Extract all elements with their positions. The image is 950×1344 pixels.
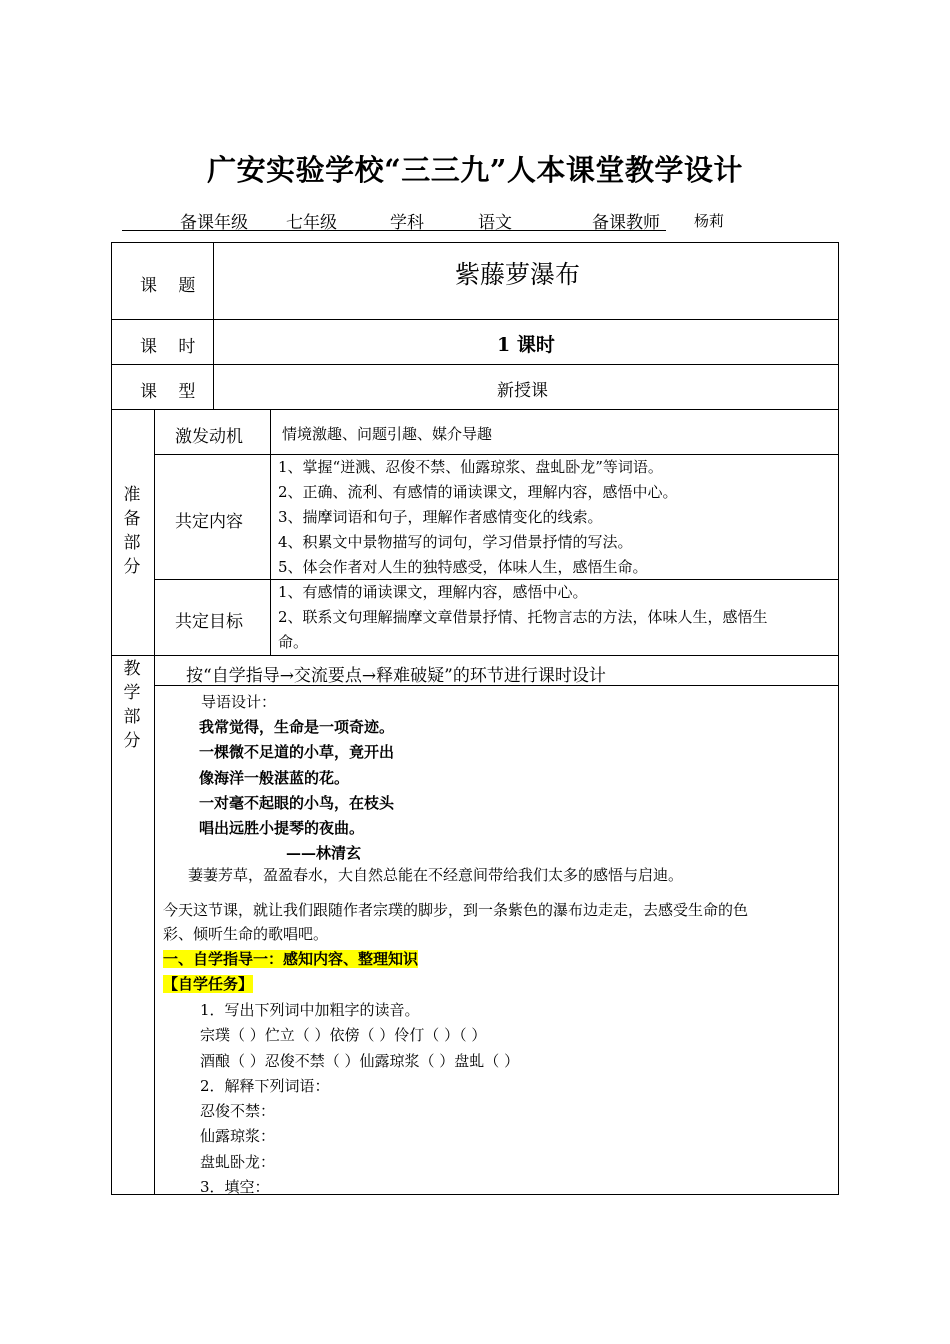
col-divider	[270, 409, 271, 655]
task-heading-text: 【自学任务】	[163, 975, 254, 993]
prep-section-label	[122, 483, 142, 579]
intro-title: 导语设计：	[201, 693, 277, 711]
period-label: 课 时	[140, 337, 204, 357]
motivation-value: 情境激趣、问题引趣、媒介导趣	[282, 425, 493, 443]
lesson-table	[111, 242, 839, 1195]
content-item: 5、体会作者对人生的独特感受，体味人生，感悟生命。	[278, 558, 648, 576]
intro-paragraph-1: 萋萋芳草，盈盈春水，大自然总能在不经意间带给我们太多的感悟与启迪。	[188, 866, 684, 884]
period-value: 1 课时	[497, 334, 555, 356]
question-1-line: 酒酿（ ）忍俊不禁（ ）仙露琼浆（ ）盘虬（ ）	[200, 1051, 520, 1070]
topic-value: 紫藤萝瀑布	[455, 260, 581, 289]
goal-label: 共定目标	[175, 612, 243, 632]
poem	[199, 715, 394, 867]
poem-line: 一对毫不起眼的小鸟，在枝头	[199, 793, 395, 812]
prep-char: 准	[123, 485, 141, 505]
grade-value: 七年级	[286, 213, 337, 233]
exercise-list	[200, 998, 519, 1200]
poem-author: ——林清玄	[286, 844, 362, 863]
topic-label: 课 题	[140, 276, 204, 296]
prep-char: 分	[123, 557, 141, 577]
teacher-value: 杨莉	[694, 212, 725, 230]
question-2: 2．解释下列词语：	[200, 1076, 330, 1095]
poem-line: 我常觉得，生命是一项奇迹。	[199, 718, 395, 736]
guide-heading-text: 一、自学指导一：感知内容、整理知识	[163, 950, 419, 968]
subject-label: 学科	[390, 213, 424, 233]
question-2-item: 忍俊不禁：	[200, 1102, 276, 1121]
row-divider	[112, 319, 838, 320]
paragraph-line: 彩、倾听生命的歌唱吧。	[163, 925, 329, 943]
grade-label: 备课年级	[180, 213, 248, 233]
goal-item: 命。	[278, 633, 309, 651]
teach-char: 教	[123, 659, 141, 679]
col-divider	[154, 409, 155, 1194]
subject-value: 语文	[478, 213, 512, 233]
teach-section-label	[122, 657, 142, 753]
question-1-line: 宗璞（ ）伫立（ ）依傍（ ）伶仃（ ）（ ）	[200, 1026, 487, 1045]
meta-line	[122, 206, 666, 231]
question-3: 3．填空：	[200, 1178, 270, 1197]
poem-line: 一棵微不足道的小草，竟开出	[199, 743, 395, 762]
teach-char: 部	[123, 707, 141, 727]
goal-item: 1、有感情的诵读课文，理解内容，感悟中心。	[278, 583, 588, 601]
question-1: 1．写出下列词中加粗字的读音。	[200, 1001, 420, 1019]
teach-char: 分	[123, 731, 141, 751]
prep-char: 备	[123, 509, 141, 529]
content-item: 4、积累文中景物描写的词句，学习借景抒情的写法。	[278, 533, 633, 551]
prep-char: 部	[123, 533, 141, 553]
content-item: 1、掌握“迸溅、忍俊不禁、仙露琼浆、盘虬卧龙”等词语。	[278, 458, 663, 476]
poem-line: 唱出远胜小提琴的夜曲。	[199, 819, 365, 838]
goal-item: 2、联系文句理解揣摩文章借景抒情、托物言志的方法，体味人生，感悟生	[278, 608, 768, 626]
type-label: 课 型	[140, 382, 204, 402]
row-divider	[112, 364, 838, 365]
design-note: 按“自学指导→交流要点→释难破疑”的环节进行课时设计	[186, 666, 606, 686]
content-label: 共定内容	[175, 512, 243, 532]
paragraph-line: 今天这节课，就让我们跟随作者宗璞的脚步，到一条紫色的瀑布边走走，去感受生命的色	[163, 901, 749, 919]
content-list	[278, 455, 678, 580]
type-value: 新授课	[497, 381, 548, 401]
goal-list	[278, 580, 768, 655]
page-title: 广安实验学校“三三九”人本课堂教学设计	[207, 153, 743, 187]
col-divider	[213, 243, 214, 409]
motivation-label: 激发动机	[175, 427, 243, 447]
row-divider	[112, 409, 838, 410]
task-heading	[163, 973, 253, 994]
guide-heading	[163, 948, 418, 969]
row-divider	[112, 655, 838, 656]
question-2-item: 盘虬卧龙：	[200, 1152, 276, 1171]
question-2-item: 仙露琼浆：	[200, 1127, 276, 1146]
teacher-label: 备课教师	[592, 213, 660, 233]
content-item: 2、正确、流利、有感情的诵读课文，理解内容，感悟中心。	[278, 483, 678, 501]
content-item: 3、揣摩词语和句子，理解作者感情变化的线索。	[278, 508, 603, 526]
poem-line: 像海洋一般湛蓝的花。	[199, 768, 350, 787]
intro-paragraph-2	[163, 898, 748, 946]
teach-char: 学	[123, 683, 141, 703]
